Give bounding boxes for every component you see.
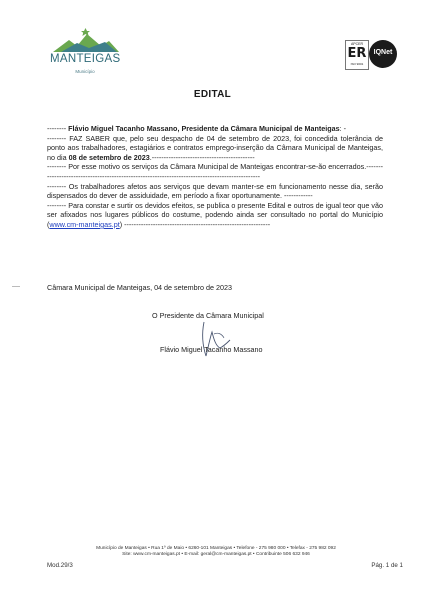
paragraph-4: -------- Os trabalhadores afetos aos serviços que devam manter-se em funcionamento nesse dia, serão dispensados do dever de assiduidade, em período a fixar oportunamente. ------------ bbox=[47, 181, 383, 201]
p1-dashes: -------- bbox=[47, 124, 67, 133]
municipality-logo bbox=[47, 28, 123, 80]
p2-dashes: .------------------------------------------- bbox=[149, 152, 255, 162]
p2-text: -------- FAZ SABER que, pelo seu despacho de 04 de setembro de 2023, foi concedida tolerância de ponto aos trabalhadores, estagiários e contratos emprego-inserção da Câmara Municipal de Manteigas, no dia bbox=[47, 133, 383, 162]
signatory-role: O Presidente da Câmara Municipal bbox=[152, 311, 264, 320]
signatory-name: Flávio Miguel Tacanho Massano bbox=[160, 345, 263, 354]
p1-bold-text: Flávio Miguel Tacanho Massano, Presidente da Câmara Municipal de Manteigas bbox=[68, 124, 340, 133]
place-and-date: Câmara Municipal de Manteigas, 04 de setembro de 2023 bbox=[47, 283, 232, 292]
p5-text: -------- Para constar e surtir os devidos efeitos, se publica o presente Edital e outros de igual teor que vão ser afixados nos lugares públicos do costume, podendo ainda ser consultado no portal do Município ( bbox=[47, 200, 383, 229]
footer-line-2: Site: www.cm-manteigas.pt • E-mail: geral@cm-manteigas.pt • Contribuinte 506 632 946 bbox=[122, 552, 310, 558]
handwritten-signature bbox=[190, 318, 240, 364]
mountain-logo-icon bbox=[47, 28, 123, 56]
paragraph-1 bbox=[47, 124, 383, 134]
p1-tail: : - bbox=[339, 124, 347, 133]
portal-link[interactable]: www.cm-manteigas.pt bbox=[49, 219, 120, 229]
certification-badges bbox=[345, 40, 405, 70]
logo-brand-name: MANTEIGAS bbox=[50, 53, 121, 65]
page-number: Pág. 1 de 1 bbox=[371, 562, 403, 569]
logo-brand-sub: Município bbox=[75, 69, 95, 74]
p5-dashes: ) ------------------------------------------------------------- bbox=[119, 219, 271, 229]
footer-line-1: Município de Manteigas • Rua 1º de Maio • 6260-101 Manteigas • Telefone - 275 980 000 • Telefax - 275 982 092 bbox=[96, 546, 336, 551]
footer-address bbox=[40, 546, 392, 559]
apcer-standard: ISO 9001 bbox=[350, 62, 364, 66]
apcer-badge bbox=[345, 40, 369, 70]
apcer-label: APCER bbox=[350, 42, 364, 46]
iqnet-label: IQNet bbox=[373, 49, 393, 56]
paragraph-2 bbox=[47, 134, 383, 163]
iqnet-badge bbox=[369, 40, 397, 68]
paragraph-3: -------- Por esse motivo os serviços da Câmara Municipal de Manteigas encontrar-se-ão encerrados.------------------------------------------------------------------------------------------------ bbox=[47, 162, 383, 181]
form-code: Mod.29/3 bbox=[47, 562, 73, 569]
paragraph-5 bbox=[47, 201, 383, 230]
p2-date: 08 de setembro de 2023 bbox=[68, 152, 150, 162]
margin-mark bbox=[12, 286, 20, 287]
apcer-letters: ER bbox=[347, 46, 367, 61]
document-title: EDITAL bbox=[193, 89, 232, 100]
document-body bbox=[47, 124, 383, 230]
